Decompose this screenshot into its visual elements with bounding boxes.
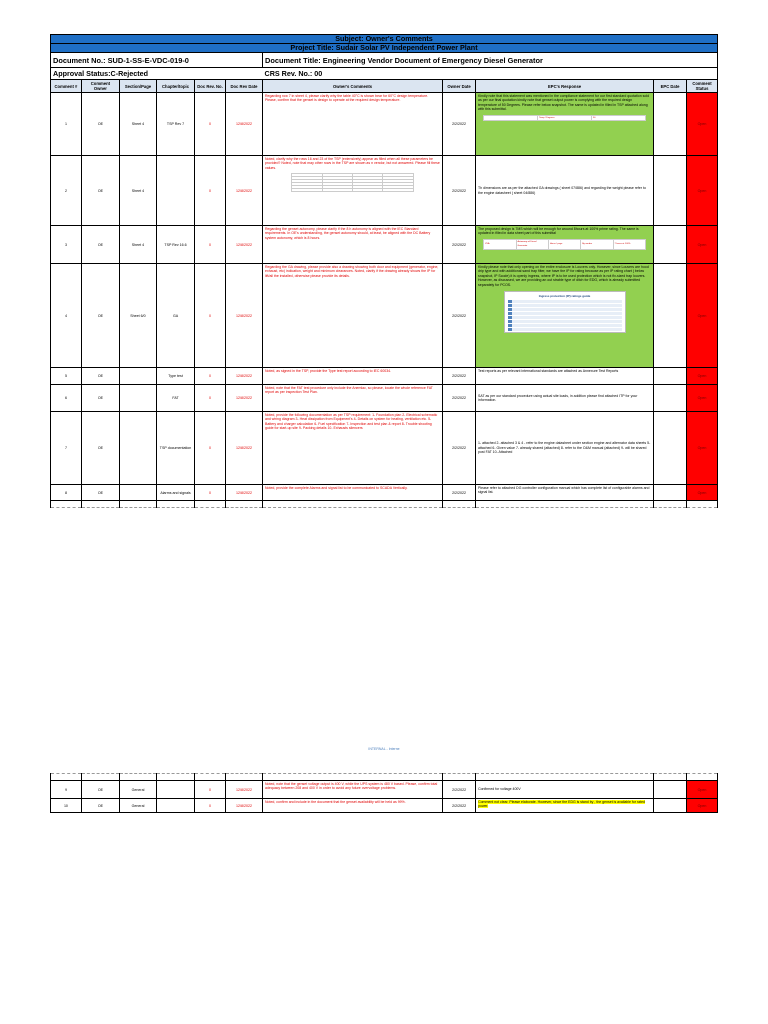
ip-rating-guide-image (504, 291, 626, 333)
comment-number: 5 (51, 368, 82, 385)
snapshot-cell: 7 hours at 100% (613, 239, 645, 249)
owner-comment: Regarding the GA drawing, please provide also a drawing showing both door and equipment (generator, engine, exhaust, etc) indication, weight and minimum clearances. Noted, clarify if the drawing already shows the IP for lift/all the installed, otherwise please provide its details. (263, 264, 443, 368)
comment-number: 4 (51, 264, 82, 368)
table-row (51, 264, 718, 368)
table-row (51, 93, 718, 156)
comment-number: 8 (51, 485, 82, 501)
doc-rev-date: 12/8/2022 (225, 799, 262, 813)
doc-rev-no: 0 (195, 156, 226, 226)
epc-response-text: The proposed design is 7MS which will be enough for around 8hours at 100% prime rating. The same is updated in filled in data sheet part of this submittal (478, 227, 639, 236)
section-page: Sheet 4 (119, 156, 156, 226)
epc-response: Confirmed for voltage 400V (476, 781, 654, 799)
column-header-row (51, 80, 718, 93)
comment-owner: OE (81, 264, 119, 368)
owner-comment: Regarding row 7 in sheet 4, please clarify why the table 40°C is shown bear for 60°C design temperature. Please, confirm that the genset is design to operate at the required design temperature. (263, 93, 443, 156)
crs-sheet (50, 34, 718, 508)
document-number: Document No.: SUD-1-SS-E-VDC-019-0 (51, 53, 263, 68)
col-header: Section/Page (119, 80, 156, 93)
status-badge: Open (687, 799, 718, 813)
doc-rev-date: 12/8/2022 (225, 156, 262, 226)
epc-response: Th dimensions are as per the attached GA drawings ( sheet 07/886) and regarding the weight please refer to the engine datasheet ( sheet 04/886) (476, 156, 654, 226)
section-page (119, 485, 156, 501)
comment-number: 10 (51, 799, 82, 813)
owner-comment: Noted, note that the FAT test procedure only include the Anemlac, so please, locate the whole reference FAT report as per inspection Test Plan. (263, 385, 443, 412)
status-badge: Open (687, 264, 718, 368)
doc-rev-no: 0 (195, 781, 226, 799)
status-badge: Open (687, 368, 718, 385)
classification-footer: INTERNAL - Interne (368, 747, 400, 751)
comment-owner: OE (81, 485, 119, 501)
epc-response (476, 264, 654, 368)
snapshot-cell: Hours / page (548, 239, 580, 249)
doc-rev-no: 0 (195, 485, 226, 501)
table-row (51, 156, 718, 226)
snapshot-cell (484, 115, 538, 120)
tsp-excerpt-table (291, 173, 414, 192)
page-break-row (51, 774, 718, 781)
crs-table-continued (50, 773, 718, 813)
owner-date: 2/2/2022 (443, 385, 476, 412)
comment-owner: OE (81, 781, 119, 799)
chapter-topic: TSP documentation (157, 412, 195, 485)
page-break-row (51, 501, 718, 508)
crs-revision: CRS Rev. No.: 00 (263, 68, 718, 80)
comment-number: 2 (51, 156, 82, 226)
col-header: Doc Rev. No. (195, 80, 226, 93)
section-page: Sheet 4 (119, 93, 156, 156)
chapter-topic: Type test (157, 368, 195, 385)
owner-comment: Noted, note that the genset voltage output is 400 V, while the UPS system is 480 V based. Please, confirm total adequacy between 208 and 400 V in order to avoid any future overvoltage problems. (263, 781, 443, 799)
doc-rev-date: 12/8/2022 (225, 485, 262, 501)
comment-owner: OE (81, 93, 119, 156)
epc-response (476, 226, 654, 264)
section-page: General (119, 799, 156, 813)
table-row (51, 781, 718, 799)
comment-owner: OE (81, 368, 119, 385)
col-header: Owner's Comments (263, 80, 443, 93)
section-page: Sheet 6/0 (119, 264, 156, 368)
owner-date: 2/2/2022 (443, 485, 476, 501)
snapshot-cell: By vendor (581, 239, 613, 249)
status-badge: Open (687, 226, 718, 264)
doc-rev-date: 12/8/2022 (225, 226, 262, 264)
epc-response (476, 799, 654, 813)
subject-banner: Subject: Owner's Comments (51, 35, 718, 44)
owner-date: 2/2/2022 (443, 226, 476, 264)
document-title: Document Title: Engineering Vendor Document of Emergency Diesel Generator (263, 53, 718, 68)
section-page (119, 412, 156, 485)
comment-owner: OE (81, 799, 119, 813)
table-row (51, 368, 718, 385)
comment-number: 1 (51, 93, 82, 156)
table-row (51, 226, 718, 264)
table-row (51, 385, 718, 412)
snapshot-cell: 50 (591, 115, 645, 120)
snapshot-table (483, 115, 646, 121)
doc-rev-no: 0 (195, 226, 226, 264)
epc-response-text: Kindly please note that only opening on the entire enclosure is Louvers only. However, since Louvers are hood drip type and with additional sand trap filter, we have the IP for rating because as per IP rating chart ( below snapshot, IP Scode) it is openly ingress, where IP is to be used protection which is not fix-sized trap louvers. However, as discussed, we are providing an out strable type of ditch for EDG, which is already submitted separately for PCOS. (478, 265, 649, 287)
owner-comment (263, 156, 443, 226)
comment-number: 3 (51, 226, 82, 264)
owner-date: 2/2/2022 (443, 368, 476, 385)
chapter-topic (157, 156, 195, 226)
owner-date: 2/2/2022 (443, 781, 476, 799)
doc-rev-no: 0 (195, 412, 226, 485)
snapshot-cell: Temp / Degrees (538, 115, 592, 120)
owner-comment: Noted, provide the complete Alarms and signal list to be communicated to SCADA Vertically. (263, 485, 443, 501)
epc-response: Test reports as per relevant international standards are attached as Annexure Test Reports (476, 368, 654, 385)
status-badge: Open (687, 156, 718, 226)
owner-comment: Noted, confirm and include in the document that the genset availability will be held as 99%. (263, 799, 443, 813)
epc-response: SAT as per our standard procedure using actual site loads, in addition please find attached ITP for your information. (476, 385, 654, 412)
snapshot-cell: Autonomy of Diesel Generator (516, 239, 548, 249)
epc-date (654, 485, 687, 501)
comment-number: 6 (51, 385, 82, 412)
chapter-topic: TSP Rev 16.6 (157, 226, 195, 264)
comment-owner: OE (81, 226, 119, 264)
section-page: General (119, 781, 156, 799)
comment-owner: OE (81, 156, 119, 226)
col-header: Doc Rev Date (225, 80, 262, 93)
owner-date: 2/2/2022 (443, 412, 476, 485)
epc-date (654, 781, 687, 799)
epc-date (654, 385, 687, 412)
col-header: Chapter/topic (157, 80, 195, 93)
doc-rev-date: 12/8/2022 (225, 385, 262, 412)
doc-rev-date: 12/8/2022 (225, 264, 262, 368)
owner-comment: Noted, provide the following documentation as per TSP requirement: 1- Foundation plan 2- Electrical schematic and wiring diagram 3- Heat dissipation from Equipment's 4- Details on system for heating, ventilation etc. 5- Battery and charger calculation 6- Fuel specification 7- Inspection and test plan & report 8- Trouble shooting guide for start-up site 9- Packing details 10- Exhausts silencers (263, 412, 443, 485)
status-badge: Open (687, 412, 718, 485)
section-page (119, 368, 156, 385)
status-badge: Open (687, 93, 718, 156)
doc-rev-date: 12/8/2022 (225, 93, 262, 156)
status-badge: Open (687, 385, 718, 412)
owner-date: 2/2/2022 (443, 799, 476, 813)
doc-rev-date: 12/8/2022 (225, 412, 262, 485)
owner-comment: Regarding the genset autonomy, please clarify if the 8 h autonomy is aligned with the IEC Standard requirements. In OE's understanding, the genset autonomy should, at least, be aligned with the DC Battery system autonomy, which is 8 hours. (263, 226, 443, 264)
doc-rev-date: 12/8/2022 (225, 781, 262, 799)
chapter-topic (157, 781, 195, 799)
col-header: Comment # (51, 80, 82, 93)
epc-response-highlighted: Comment not clear. Please elaborate. However, since the EDG is stand by , the genset is available for rated power. (478, 800, 645, 809)
col-header: Comment Owner (81, 80, 119, 93)
comment-owner: OE (81, 412, 119, 485)
comment-number: 7 (51, 412, 82, 485)
doc-rev-no: 0 (195, 385, 226, 412)
doc-rev-no: 0 (195, 368, 226, 385)
status-badge: Open (687, 781, 718, 799)
chapter-topic: Alarms and signals (157, 485, 195, 501)
col-header: EPC's Response (476, 80, 654, 93)
col-header: Comment Status (687, 80, 718, 93)
comment-owner: OE (81, 385, 119, 412)
epc-date (654, 156, 687, 226)
section-page: Sheet 4 (119, 226, 156, 264)
chapter-topic (157, 799, 195, 813)
chapter-topic: FAT (157, 385, 195, 412)
doc-rev-no: 0 (195, 93, 226, 156)
crs-sheet-page-2 (50, 773, 718, 813)
epc-date (654, 93, 687, 156)
crs-table (50, 34, 718, 508)
col-header: EPC Date (654, 80, 687, 93)
epc-date (654, 226, 687, 264)
chapter-topic: GA (157, 264, 195, 368)
col-header: Owner Date (443, 80, 476, 93)
table-row (51, 412, 718, 485)
doc-rev-date: 12/8/2022 (225, 368, 262, 385)
snapshot-table (483, 239, 646, 250)
chapter-topic: TSP Rev 7 (157, 93, 195, 156)
epc-response: 1- attached 2- attached 3 & 4 - refer to the engine datasheet under section engine and alternator data sheets 5- attached 6- Given value 7- already shared (attached) 8- refer to the O&M manual (attached) 9- will be shared post FAT 10- Attached (476, 412, 654, 485)
comment-number: 9 (51, 781, 82, 799)
epc-date (654, 368, 687, 385)
approval-status: Approval Status:C-Rejected (51, 68, 263, 80)
table-row (51, 485, 718, 501)
epc-date (654, 264, 687, 368)
epc-response: Please refer to attached DG controller configuration manual which has complete list of configurable alarms and signal list. (476, 485, 654, 501)
project-title-banner: Project Title: Sudair Solar PV Independent Power Plant (51, 44, 718, 53)
section-page (119, 385, 156, 412)
epc-response (476, 93, 654, 156)
table-row (51, 799, 718, 813)
epc-date (654, 412, 687, 485)
owner-date: 2/2/2022 (443, 264, 476, 368)
owner-date: 2/2/2022 (443, 156, 476, 226)
owner-date: 2/2/2022 (443, 93, 476, 156)
snapshot-cell: KVA (484, 239, 516, 249)
owner-comment: Noted, as signed in the TSP, provide the Type test report according to IEC 60034. (263, 368, 443, 385)
doc-rev-no: 0 (195, 264, 226, 368)
ip-guide-title: Ingress protection (IP) ratings guide (538, 294, 591, 299)
epc-response-text: Kindly note that this statement was mentioned in the compliance statement for our first standard quotation sold as per our final quotation kindly note that genset output power is complying with the required design temperature of 50 Degrees. Please refer below snapshot. The same is updated in filled in TSP attached along with this submittal. (478, 94, 650, 112)
status-badge: Open (687, 485, 718, 501)
doc-rev-no: 0 (195, 799, 226, 813)
owner-comment-text: Noted, clarify why the rows 16 and 23 of the TSP (extensively) appear as filled when all these parameters be provided? Noted, note that may other rows in the TSP are shown as n vendor, but not answered. Please fill these values. (265, 157, 440, 170)
epc-date (654, 799, 687, 813)
